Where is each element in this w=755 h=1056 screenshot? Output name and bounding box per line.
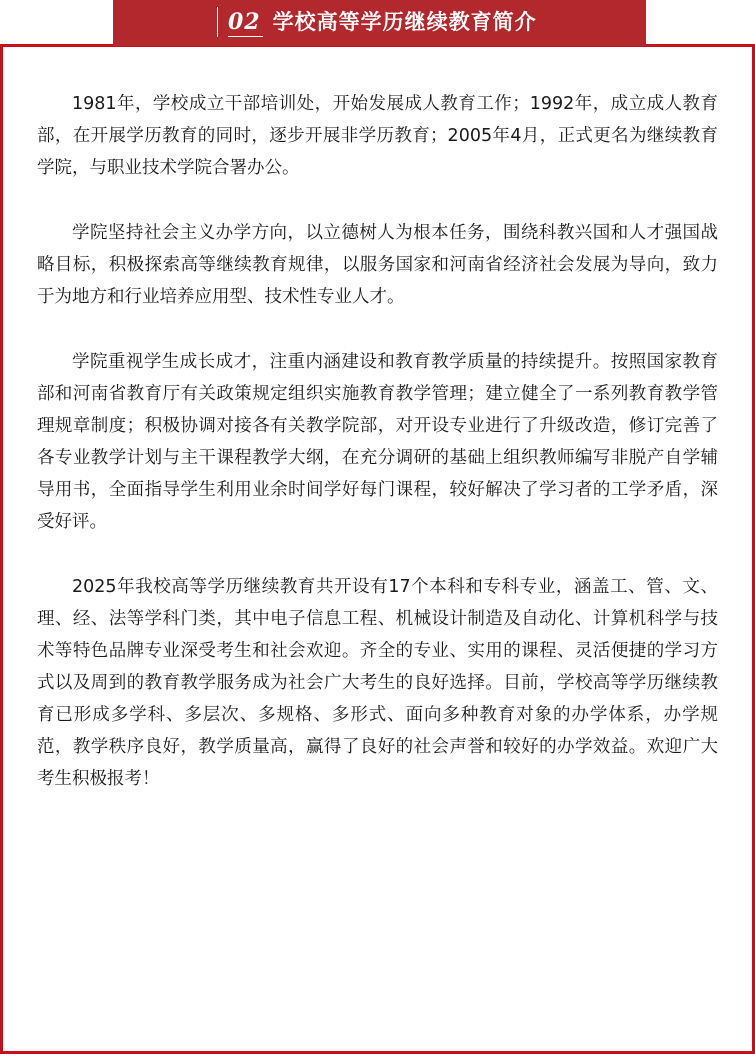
paragraph-programs: 2025年我校高等学历继续教育共开设有17个本科和专科专业，涵盖工、管、文、理、经、法等学科门类，其中电子信息工程、机械设计制造及自动化、计算机科学与技术等特色品牌专业深受考生和社会欢迎。齐全的专业、实用的课程、灵活便捷的学习方式以及周到的教育教学服务成为社会广大考生的良好选择。目前，学校高等学历继续教育已形成多学科、多层次、多规格、多形式、面向多种教育对象的办学体系，办学规范，教学秩序良好，教学质量高，赢得了良好的社会声誉和较好的办学效益。欢迎广大考生积极报考！	[37, 577, 718, 789]
section-title: 学校高等学历继续教育简介	[272, 9, 537, 34]
article-body	[37, 88, 718, 828]
paragraph-mission: 学院坚持社会主义办学方向，以立德树人为根本任务，围绕科教兴国和人才强国战略目标，积极探索高等继续教育规律，以服务国家和河南省经济社会发展为导向，致力于为地方和行业培养应用型、技术性专业人才。	[37, 223, 718, 307]
header-inner	[217, 5, 537, 39]
section-header	[113, 0, 646, 46]
section-number: 02	[217, 7, 273, 37]
paragraph-history: 1981年，学校成立干部培训处，开始发展成人教育工作；1992年，成立成人教育部，在开展学历教育的同时，逐步开展非学历教育；2005年4月，正式更名为继续教育学院，与职业技术学院合署办公。	[37, 94, 718, 178]
paragraph-quality: 学院重视学生成长成才，注重内涵建设和教育教学质量的持续提升。按照国家教育部和河南省教育厅有关政策规定组织实施教育教学管理；建立健全了一系列教育教学管理规章制度；积极协调对接各有关教学院部，对开设专业进行了升级改造，修订完善了各专业教学计划与主干课程教学大纲，在充分调研的基础上组织教师编写非脱产自学辅导用书，全面指导学生利用业余时间学好每门课程，较好解决了学习者的工学矛盾，深受好评。	[37, 352, 718, 532]
